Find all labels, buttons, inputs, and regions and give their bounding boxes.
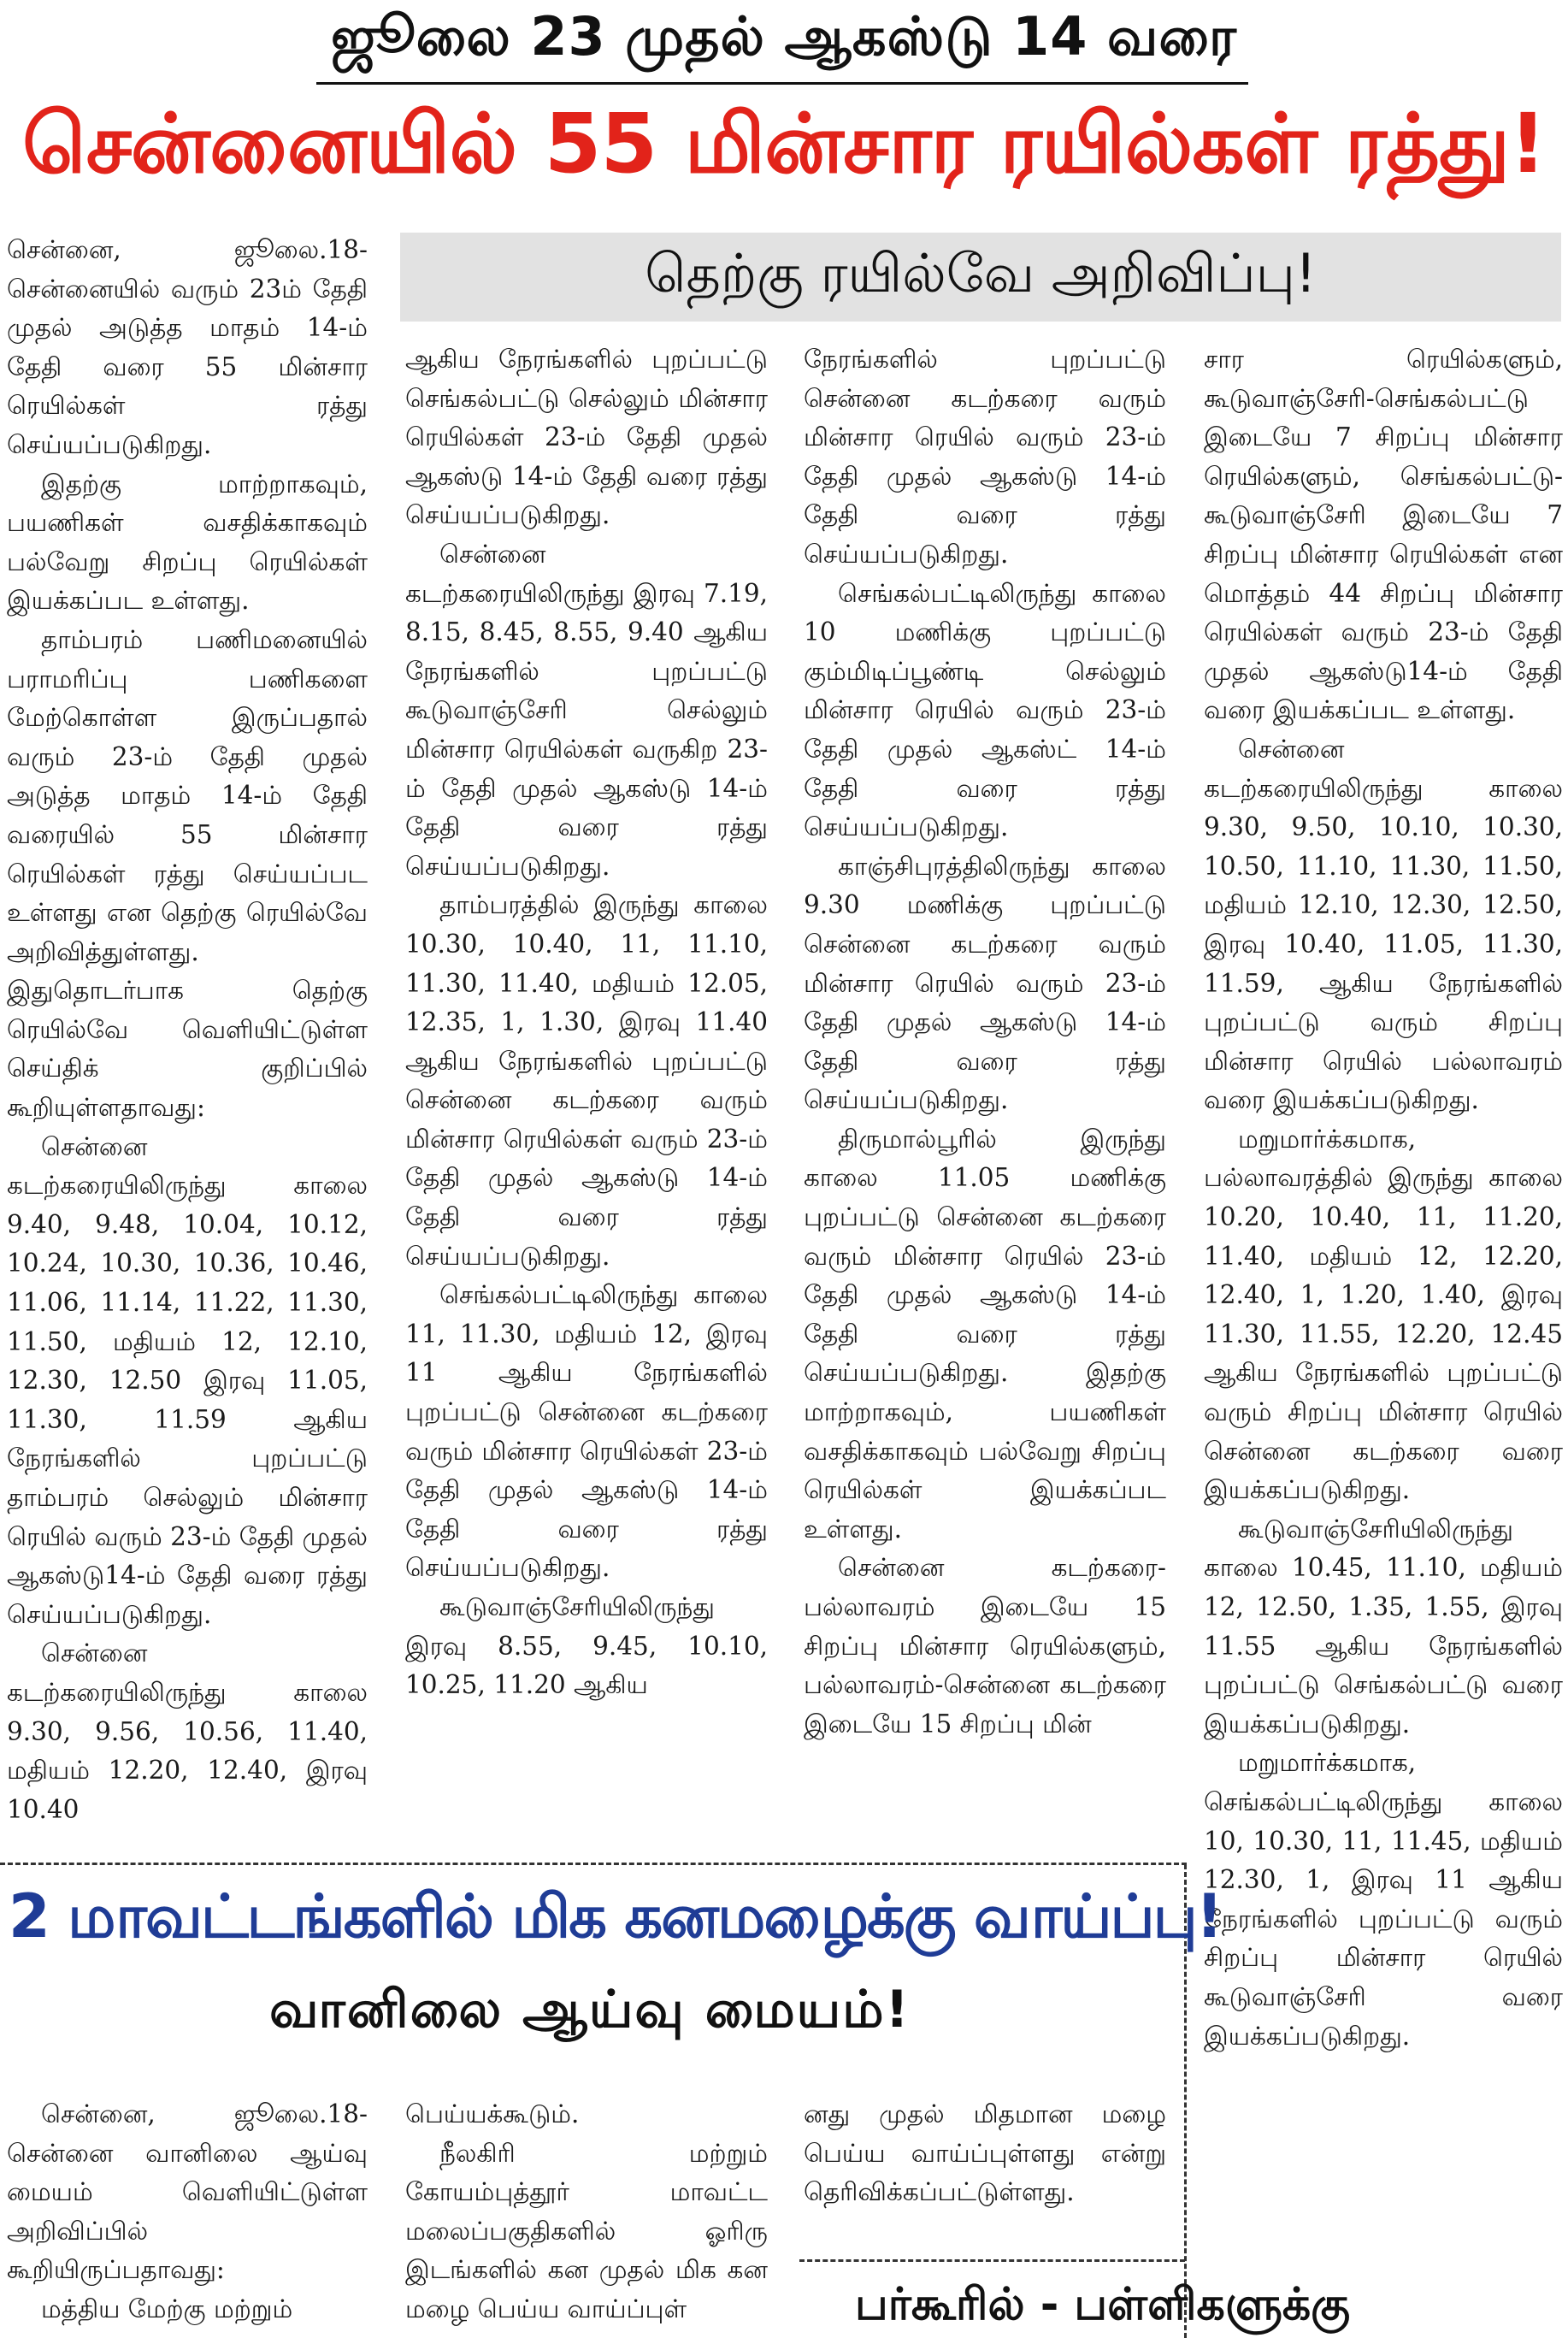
article-paragraph: கூடுவாஞ்சேரியிலிருந்து காலை 10.45, 11.10, மதியம் 12, 12.50, 1.35, 1.55, இரவு 11.55 ஆகிய நேரங்களில் புறப்பட்டு செங்கல்பட்டு வரை இயக்கப்படுகிறது.: [1204, 1514, 1563, 1739]
article-paragraph: மறுமார்க்கமாக, பல்லாவரத்தில் இருந்து காலை 10.20, 10.40, 11, 11.20, 11.40, மதியம் 12, 12.20, 12.40, 1, 1.20, 1.40, இரவு 11.30, 11.55, 12.20, 12.45 ஆகிய நேரங்களில் புறப்பட்டு வரும் சிறப்பு மின்சார ரெயில் சென்னை கடற்கரை வரை இயக்கப்படுகிறது.: [1204, 1124, 1563, 1505]
article-paragraph: செங்கல்பட்டிலிருந்து காலை 10 மணிக்கு புறப்பட்டு கும்மிடிப்பூண்டி செல்லும் மின்சார ரெயில் வரும் 23-ம் தேதி முதல் ஆகஸ்ட் 14-ம் தேதி வரை ரத்து செய்யப்படுகிறது.: [804, 578, 1166, 842]
article-column-1: [7, 231, 368, 1860]
related-story-title: பர்கூரில் - பள்ளிகளுக்கு: [855, 2279, 1351, 2330]
article-paragraph: நீலகிரி மற்றும் கோயம்புத்தூர் மாவட்ட மலைப்பகுதிகளில் ஓரிரு இடங்களில் கன முதல் மிக கன மழை பெய்ய வாய்ப்புள்: [405, 2138, 768, 2323]
main-headline: சென்னையில் 55 மின்சார ரயில்கள் ரத்து!: [22, 96, 1546, 192]
section-divider: [0, 1863, 1187, 1865]
article-paragraph: மறுமார்க்கமாக, செங்கல்பட்டிலிருந்து காலை 10, 10.30, 11, 11.45, மதியம் 12.30, 1, இரவு 11 ஆகிய நேரங்களில் புறப்பட்டு வரும் சிறப்பு மின்சார ரெயில் கூடுவாஞ்சேரி வரை இயக்கப்படுகிறது.: [1204, 1748, 1563, 2051]
article-paragraph: சென்னை, ஜூலை.18- சென்னை வானிலை ஆய்வு மையம் வெளியிட்டுள்ள அறிவிப்பில் கூறியிருப்பதாவது:: [7, 2099, 368, 2285]
article-paragraph: செங்கல்பட்டிலிருந்து காலை 11, 11.30, மதியம் 12, இரவு 11 ஆகிய நேரங்களில் புறப்பட்டு சென்னை கடற்கரை வரும் மின்சார ரெயில்கள் 23-ம் தேதி முதல் ஆகஸ்டு 14-ம் தேதி வரை ரத்து செய்யப்படுகிறது.: [405, 1280, 768, 1583]
article-paragraph: பெய்யக்கூடும்.: [405, 2099, 580, 2128]
article-paragraph: னது முதல் மிதமான மழை பெய்ய வாய்ப்புள்ளது என்று தெரிவிக்கப்பட்டுள்ளது.: [804, 2099, 1166, 2207]
article-paragraph: ஆகிய நேரங்களில் புறப்பட்டு செங்கல்பட்டு செல்லும் மின்சார ரெயில்கள் 23-ம் தேதி முதல் ஆகஸ்டு 14-ம் தேதி வரை ரத்து செய்யப்படுகிறது.: [405, 345, 768, 530]
article-paragraph: மத்திய மேற்கு மற்றும்: [41, 2294, 293, 2323]
article-paragraph: சென்னை, ஜூலை.18- சென்னையில் வரும் 23ம் தேதி முதல் அடுத்த மாதம் 14-ம் தேதி வரை 55 மின்சார ரெயில்கள் ரத்து செய்யப்படுகிறது.: [7, 235, 368, 459]
article-paragraph: திருமால்பூரில் இருந்து காலை 11.05 மணிக்கு புறப்பட்டு சென்னை கடற்கரை வரும் மின்சார ரெயில் 23-ம் தேதி முதல் ஆகஸ்டு 14-ம் தேதி வரை ரத்து செய்யப்படுகிறது. இதற்கு மாற்றாகவும், பயணிகள் வசதிக்காகவும் பல்வேறு சிறப்பு ரெயில்கள் இயக்கப்பட உள்ளது.: [804, 1124, 1166, 1544]
weather-headline: 2 மாவட்டங்களில் மிக கனமழைக்கு வாய்ப்பு!: [9, 1881, 1222, 1951]
article-paragraph: கூடுவாஞ்சேரியிலிருந்து இரவு 8.55, 9.45, 10.10, 10.25, 11.20 ஆகிய: [405, 1592, 768, 1700]
article-paragraph: சென்னை கடற்கரையிலிருந்து காலை 9.30, 9.50, 10.10, 10.30, 10.50, 11.10, 11.30, 11.50, மதியம் 12.10, 12.30, 12.50, இரவு 10.40, 11.05, 11.30, 11.59, ஆகிய நேரங்களில் புறப்பட்டு வரும் சிறப்பு மின்சார ரெயில் பல்லாவரம் வரை இயக்கப்படுகிறது.: [1204, 734, 1563, 1115]
weather-column-3: [804, 2095, 1166, 2249]
article-column-4: [1204, 340, 1563, 2247]
weather-column-2: [405, 2095, 768, 2338]
kicker-headline: ஜூலை 23 முதல் ஆகஸ்டு 14 வரை: [330, 5, 1238, 68]
article-paragraph: நேரங்களில் புறப்பட்டு சென்னை கடற்கரை வரும் மின்சார ரெயில் வரும் 23-ம் தேதி முதல் ஆகஸ்டு 14-ம் தேதி வரை ரத்து செய்யப்படுகிறது.: [804, 345, 1166, 569]
weather-column-1: [7, 2095, 368, 2338]
article-paragraph: சென்னை கடற்கரையிலிருந்து காலை 9.40, 9.48, 10.04, 10.12, 10.24, 10.30, 10.36, 10.46, 11.06, 11.14, 11.22, 11.30, 11.50, மதியம் 12, 12.10, 12.30, 12.50 இரவு 11.05, 11.30, 11.59 ஆகிய நேரங்களில் புறப்பட்டு தாம்பரம் செல்லும் மின்சார ரெயில் வரும் 23-ம் தேதி முதல் ஆகஸ்டு14-ம் தேதி வரை ரத்து செய்யப்படுகிறது.: [7, 1131, 368, 1629]
article-column-3: [804, 340, 1166, 1828]
article-paragraph: காஞ்சிபுரத்திலிருந்து காலை 9.30 மணிக்கு புறப்பட்டு சென்னை கடற்கரை வரும் மின்சார ரெயில் வரும் 23-ம் தேதி முதல் ஆகஸ்டு 14-ம் தேதி வரை ரத்து செய்யப்படுகிறது.: [804, 851, 1166, 1115]
article-paragraph: தாம்பரத்தில் இருந்து காலை 10.30, 10.40, 11, 11.10, 11.30, 11.40, மதியம் 12.05, 12.35, 1, 1.30, இரவு 11.40 ஆகிய நேரங்களில் புறப்பட்டு சென்னை கடற்கரை வரும் மின்சார ரெயில்கள் வரும் 23-ம் தேதி முதல் ஆகஸ்டு 14-ம் தேதி வரை ரத்து செய்யப்படுகிறது.: [405, 890, 768, 1271]
weather-subheadline: வானிலை ஆய்வு மையம்!: [269, 1980, 911, 2040]
article-paragraph: இதற்கு மாற்றாகவும், பயணிகள் வசதிக்காகவும் பல்வேறு சிறப்பு ரெயில்கள் இயக்கப்பட உள்ளது.: [7, 469, 368, 616]
article-paragraph: சென்னை கடற்கரையிலிருந்து இரவு 7.19, 8.15, 8.45, 8.55, 9.40 ஆகிய நேரங்களில் புறப்பட்டு கூடுவாஞ்சேரி செல்லும் மின்சார ரெயில்கள் வருகிற 23-ம் தேதி முதல் ஆகஸ்டு 14-ம் தேதி வரை ரத்து செய்யப்படுகிறது.: [405, 539, 768, 881]
section-banner: தெற்கு ரயில்வே அறிவிப்பு!: [400, 233, 1561, 322]
kicker-divider: [316, 82, 1248, 85]
article-paragraph: சென்னை கடற்கரையிலிருந்து காலை 9.30, 9.56, 10.56, 11.40, மதியம் 12.20, 12.40, இரவு 10.40: [7, 1638, 368, 1824]
box-divider: [799, 2259, 1185, 2262]
article-paragraph: சென்னை கடற்கரை-பல்லாவரம் இடையே 15 சிறப்பு மின்சார ரெயில்களும், பல்லாவரம்-சென்னை கடற்கரை இடையே 15 சிறப்பு மின்: [804, 1553, 1166, 1739]
article-paragraph: சார ரெயில்களும், கூடுவாஞ்சேரி-செங்கல்பட்டு இடையே 7 சிறப்பு மின்சார ரெயில்களும், செங்கல்பட்டு-கூடுவாஞ்சேரி இடையே 7 சிறப்பு மின்சார ரெயில்கள் என மொத்தம் 44 சிறப்பு மின்சார ரெயில்கள் வரும் 23-ம் தேதி முதல் ஆகஸ்டு14-ம் தேதி வரை இயக்கப்பட உள்ளது.: [1204, 345, 1563, 725]
article-paragraph: தாம்பரம் பணிமனையில் பராமரிப்பு பணிகளை மேற்கொள்ள இருப்பதால் வரும் 23-ம் தேதி முதல் அடுத்த மாதம் 14-ம் தேதி வரையில் 55 மின்சார ரெயில்கள் ரத்து செய்யப்பட உள்ளது என தெற்கு ரெயில்வே அறிவித்துள்ளது. இதுதொடர்பாக தெற்கு ரெயில்வே வெளியிட்டுள்ள செய்திக் குறிப்பில் கூறியுள்ளதாவது:: [7, 624, 368, 1123]
article-column-2: [405, 340, 768, 1828]
